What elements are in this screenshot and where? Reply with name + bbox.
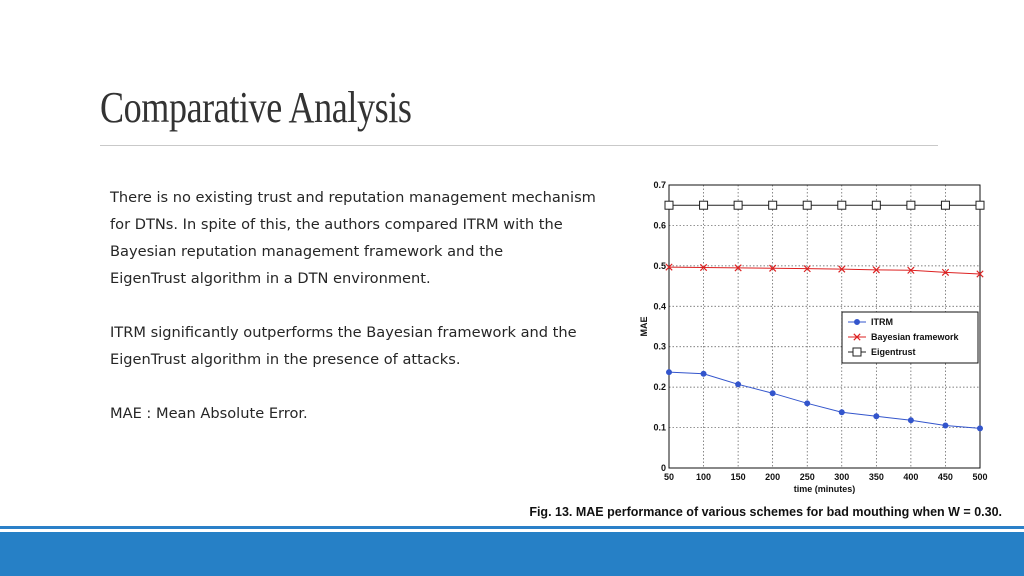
series-point-0 xyxy=(770,391,775,396)
paragraph-line: There is no existing trust and reputation management mechanism xyxy=(110,189,596,206)
legend-marker xyxy=(853,348,861,356)
x-tick-label: 350 xyxy=(868,472,884,482)
x-tick-label: 450 xyxy=(937,472,953,482)
series-point-2 xyxy=(700,201,708,209)
x-tick-label: 50 xyxy=(663,472,675,482)
slide-body xyxy=(110,184,630,454)
series-point-0 xyxy=(805,401,810,406)
slide-title: Comparative Analysis xyxy=(100,83,412,132)
series-point-2 xyxy=(872,201,880,209)
y-tick-label: 0.1 xyxy=(653,422,666,433)
series-point-2 xyxy=(941,201,949,209)
series-point-2 xyxy=(803,201,811,209)
legend-entry-label: ITRM xyxy=(871,317,893,327)
series-point-2 xyxy=(734,201,742,209)
paragraph-3 xyxy=(110,400,630,427)
series-point-0 xyxy=(839,410,844,415)
paragraph-2 xyxy=(110,319,630,373)
x-tick-label: 200 xyxy=(765,472,781,482)
y-tick-label: 0.5 xyxy=(653,260,666,271)
series-point-0 xyxy=(666,370,671,375)
series-point-2 xyxy=(838,201,846,209)
x-tick-label: 500 xyxy=(972,472,988,482)
x-tick-label: 400 xyxy=(903,472,919,482)
x-tick-label: 250 xyxy=(799,472,815,482)
y-tick-label: 0.7 xyxy=(653,180,666,190)
figure-caption: Fig. 13. MAE performance of various schemes for bad mouthing when W = 0.30. xyxy=(529,505,1002,519)
series-point-0 xyxy=(874,414,879,419)
y-tick-label: 0.4 xyxy=(653,301,666,312)
x-tick-label: 150 xyxy=(730,472,746,482)
y-tick-label: 0.2 xyxy=(653,382,666,393)
paragraph-line: MAE : Mean Absolute Error. xyxy=(110,405,308,422)
series-point-0 xyxy=(736,382,741,387)
series-point-0 xyxy=(943,423,948,428)
y-axis-label: MAE xyxy=(639,316,649,337)
mae-chart xyxy=(620,175,1000,495)
series-point-0 xyxy=(977,426,982,431)
legend-entry-label: Eigentrust xyxy=(871,347,916,357)
y-tick-label: 0.3 xyxy=(653,341,666,352)
paragraph-line: ITRM significantly outperforms the Bayesian framework and the xyxy=(110,324,577,341)
series-point-2 xyxy=(769,201,777,209)
mae-chart-svg xyxy=(620,175,1000,495)
series-point-2 xyxy=(976,201,984,209)
title-divider xyxy=(100,145,938,146)
x-tick-label: 100 xyxy=(696,472,712,482)
series-point-0 xyxy=(908,418,913,423)
footer-accent-line xyxy=(0,526,1024,529)
y-tick-label: 0 xyxy=(660,463,666,473)
paragraph-line: for DTNs. In spite of this, the authors compared ITRM with the xyxy=(110,216,563,233)
y-tick-label: 0.6 xyxy=(653,220,666,231)
x-axis-label: time (minutes) xyxy=(793,484,856,494)
legend-marker xyxy=(854,319,859,324)
series-point-2 xyxy=(907,201,915,209)
legend-entry-label: Bayesian framework xyxy=(871,332,959,342)
series-point-2 xyxy=(665,201,673,209)
paragraph-1 xyxy=(110,184,630,292)
footer-bar xyxy=(0,532,1024,576)
paragraph-line: EigenTrust algorithm in a DTN environment. xyxy=(110,270,431,287)
paragraph-line: Bayesian reputation management framework and the xyxy=(110,243,504,260)
x-tick-label: 300 xyxy=(834,472,850,482)
paragraph-line: EigenTrust algorithm in the presence of attacks. xyxy=(110,351,461,368)
series-point-0 xyxy=(701,371,706,376)
